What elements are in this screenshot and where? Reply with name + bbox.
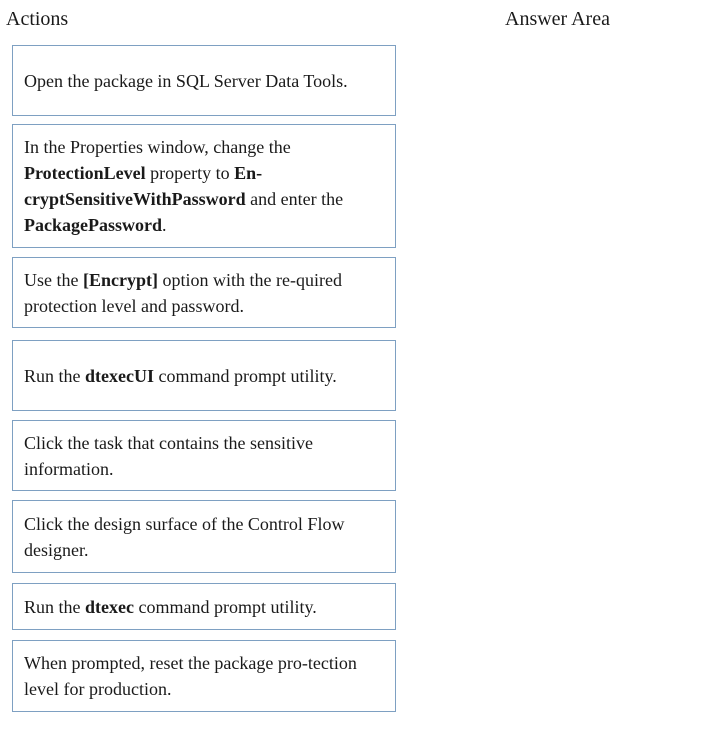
action-text-run: command prompt utility. <box>133 596 317 617</box>
action-text-run: property to <box>145 163 235 183</box>
action-text-run: command prompt utility. <box>153 365 337 386</box>
action-text-run: Run the <box>24 365 85 386</box>
action-text <box>24 267 385 319</box>
action-text <box>24 363 337 389</box>
action-text-run: and enter the <box>245 189 344 209</box>
action-card-open-package[interactable] <box>12 45 396 116</box>
action-text-run: Click the task that contains the sensitive information. <box>24 432 313 479</box>
action-text <box>24 68 348 94</box>
action-text-bold: dtexecUI <box>85 365 154 386</box>
action-text <box>24 134 385 238</box>
action-text-bold: dtexec <box>85 596 134 617</box>
action-text-run: . <box>162 215 167 235</box>
action-text-bold: PackagePassword <box>24 215 162 235</box>
action-text-run: option with the re-quired protection level and password. <box>24 269 342 316</box>
action-text-bold: En-cryptSensitiveWithPassword <box>24 163 263 209</box>
action-text-run: Open the package in SQL Server Data Tools. <box>24 70 348 91</box>
action-text-run: Run the <box>24 596 85 617</box>
action-text <box>24 594 317 620</box>
action-card-encrypt-option[interactable] <box>12 257 396 328</box>
action-text-bold: [Encrypt] <box>82 269 158 290</box>
action-text-run: Use the <box>24 269 83 290</box>
action-text-run: In the Properties window, change the <box>24 137 291 157</box>
actions-heading: Actions <box>6 8 69 30</box>
action-text <box>24 650 385 702</box>
answer-area-dropzone[interactable] <box>420 45 710 713</box>
action-card-change-protection-level[interactable] <box>12 124 396 248</box>
action-text-run: When prompted, reset the package pro-tection level for production. <box>24 653 357 699</box>
action-card-click-task[interactable] <box>12 420 396 491</box>
action-card-run-dtexec[interactable] <box>12 583 396 630</box>
answer-area-heading: Answer Area <box>505 8 610 30</box>
action-text <box>24 511 385 563</box>
action-text-bold: ProtectionLevel <box>24 163 146 183</box>
action-text-run: Click the design surface of the Control Flow designer. <box>24 513 345 560</box>
action-card-reset-protection-level[interactable] <box>12 640 396 712</box>
action-card-run-dtexecui[interactable] <box>12 340 396 411</box>
action-text <box>24 430 385 482</box>
action-card-click-design-surface[interactable] <box>12 500 396 573</box>
